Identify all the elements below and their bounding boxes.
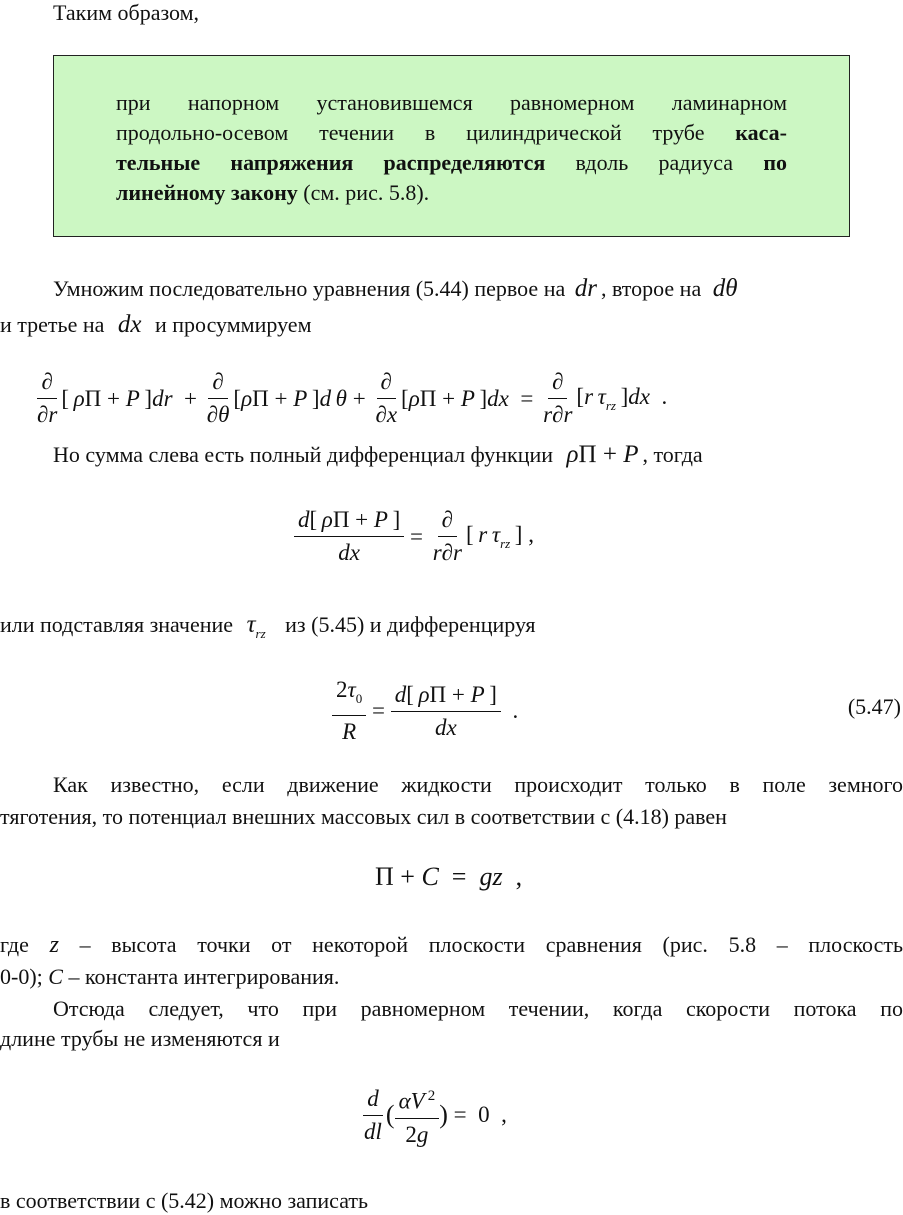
para-where-line-1: где z – высота точки от некоторой плоскости сравнения (рис. 5.8 – плоскость: [0, 932, 903, 958]
para-multiply-line-1: Умножим последовательно уравнения (5.44) первое на dr , второе на dθ: [53, 275, 738, 302]
equation-potential: Π + C = gz ,: [375, 862, 523, 891]
equation-derivative: $\frac{d[ \rho\Pi + P ]}{dx}$ = $\frac{\partial}{r\partial r}$ [ r $\tau_{rz}$ ] ,: [294, 506, 534, 567]
intro-text: Таким образом,: [53, 0, 200, 25]
box-line-1: при напорном установившемся равномерном ламинарном: [116, 90, 787, 115]
equation-velocity-head: $\frac{d}{dl}$ ( $\frac{\alpha V ^2}{2g}$ ) = 0 ,: [360, 1082, 507, 1149]
equation-sum: $\frac{\partial}{\partial r}$ [ ρΠ + P ]dr + $\frac{\partial}{\partial\theta}$ [ρΠ + P ]d θ + $\frac{\partial}{\partial x}$ [ρΠ + P ]dx = $\frac{\partial}{r\partial r}$ [r $\tau_{rz}$ ]dx .: [37, 369, 668, 427]
highlight-text: [116, 88, 787, 208]
para-full-differential: Но сумма слева есть полный дифференциал функции ρΠ + P , тогда: [53, 441, 703, 468]
para-final: в соответствии с (5.42) можно записать: [0, 1188, 369, 1213]
equation-5-47: $\frac{2\tau_0}{R}$ = $\frac{d[ \rho\Pi + P ]}{dx}$ .: [332, 676, 518, 746]
para-gravity-line-2: тяготения, то потенциал внешних массовых сил в соответствии с (4.18) равен: [0, 804, 727, 829]
para-hence-line-2: длине трубы не изменяются и: [0, 1026, 280, 1051]
box-line-2: продольно-осевом течении в цилиндрической трубе каса-: [116, 120, 787, 145]
para-substituting: или подставляя значение $\tau_{rz}$ из (5.45) и дифференцируя: [0, 611, 536, 641]
para-hence-line-1: Отсюда следует, что при равномерном течении, когда скорости потока по: [53, 996, 903, 1021]
para-multiply-line-2: и третье на dx и просуммируем: [0, 311, 312, 338]
para-where-line-2: 0-0); C – константа интегрирования.: [0, 964, 340, 989]
para-gravity-line-1: Как известно, если движение жидкости происходит только в поле земного: [53, 772, 903, 797]
highlight-box: [53, 55, 850, 237]
box-line-4: линейному закону (см. рис. 5.8).: [116, 180, 430, 205]
equation-number: (5.47): [847, 694, 901, 719]
box-line-3: тельные напряжения распределяются вдоль радиуса по: [116, 150, 787, 175]
